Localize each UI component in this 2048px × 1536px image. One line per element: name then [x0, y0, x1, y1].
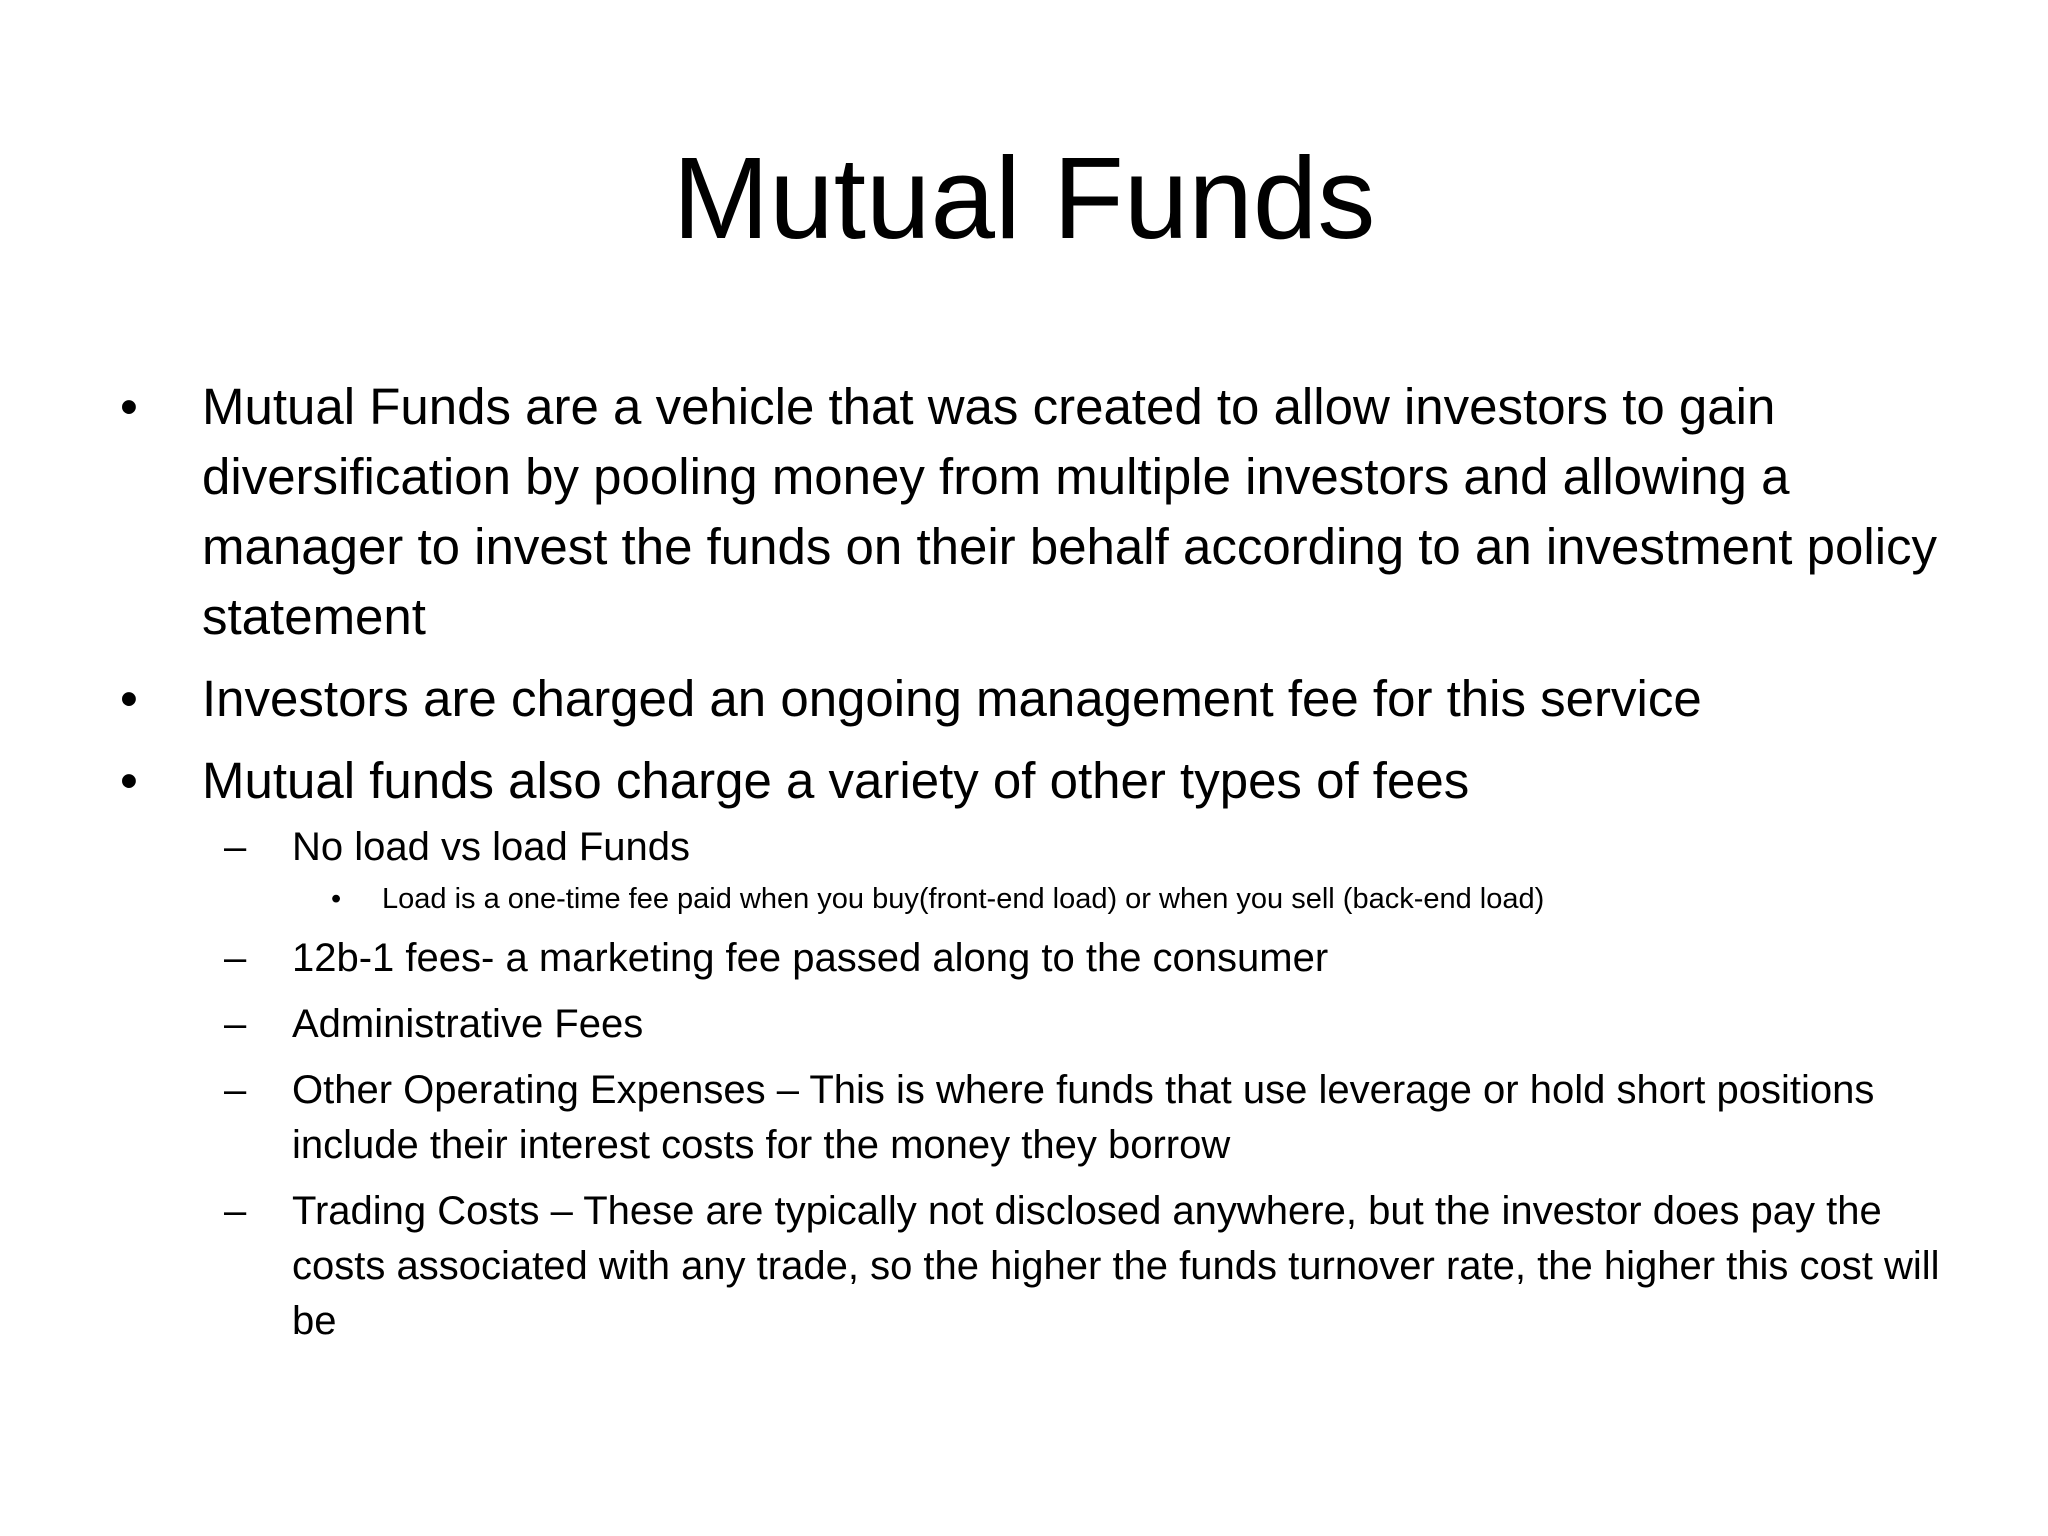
slide-title: Mutual Funds — [672, 133, 1376, 263]
bullet-text: Mutual funds also charge a variety of other types of fees — [202, 752, 1470, 809]
dash-marker: – — [224, 1189, 247, 1233]
bullet-item — [120, 372, 1980, 652]
sub-bullet-item — [120, 997, 1980, 1052]
slide-content — [120, 372, 1980, 1360]
sub-sub-bullet-item — [120, 879, 1980, 919]
bullet-item — [120, 664, 1980, 734]
sub-bullet-text: Administrative Fees — [292, 1002, 644, 1046]
bullet-text: Investors are charged an ongoing management fee for this service — [202, 670, 1702, 727]
bullet-text: Mutual Funds are a vehicle that was created to allow investors to gain diversification by pooling money from multiple investors and allowing a manager to invest the funds on their behalf according to an investment policy statement — [202, 378, 1938, 645]
dash-marker: – — [224, 936, 247, 980]
dash-marker: – — [224, 1068, 247, 1112]
sub-bullet-item — [120, 820, 1980, 875]
sub-bullet-item — [120, 931, 1980, 986]
sub-bullet-text: Other Operating Expenses – This is where funds that use leverage or hold short positions include their interest costs for the money they borrow — [292, 1068, 1875, 1167]
bullet-marker: • — [331, 883, 342, 915]
sub-bullet-text: 12b-1 fees- a marketing fee passed along to the consumer — [292, 936, 1329, 980]
dash-marker: – — [224, 825, 247, 869]
sub-bullet-text: No load vs load Funds — [292, 825, 691, 869]
sub-bullet-item — [120, 1063, 1980, 1173]
sub-bullet-item — [120, 1184, 1980, 1349]
bullet-marker: • — [120, 378, 138, 435]
bullet-item — [120, 746, 1980, 816]
bullet-marker: • — [120, 752, 138, 809]
dash-marker: – — [224, 1002, 247, 1046]
bullet-marker: • — [120, 670, 138, 727]
sub-sub-bullet-text: Load is a one-time fee paid when you buy(front-end load) or when you sell (back-end load) — [382, 883, 1545, 915]
sub-bullet-text: Trading Costs – These are typically not disclosed anywhere, but the investor does pay the costs associated with any trade, so the higher the funds turnover rate, the higher this cost will be — [292, 1189, 1940, 1343]
